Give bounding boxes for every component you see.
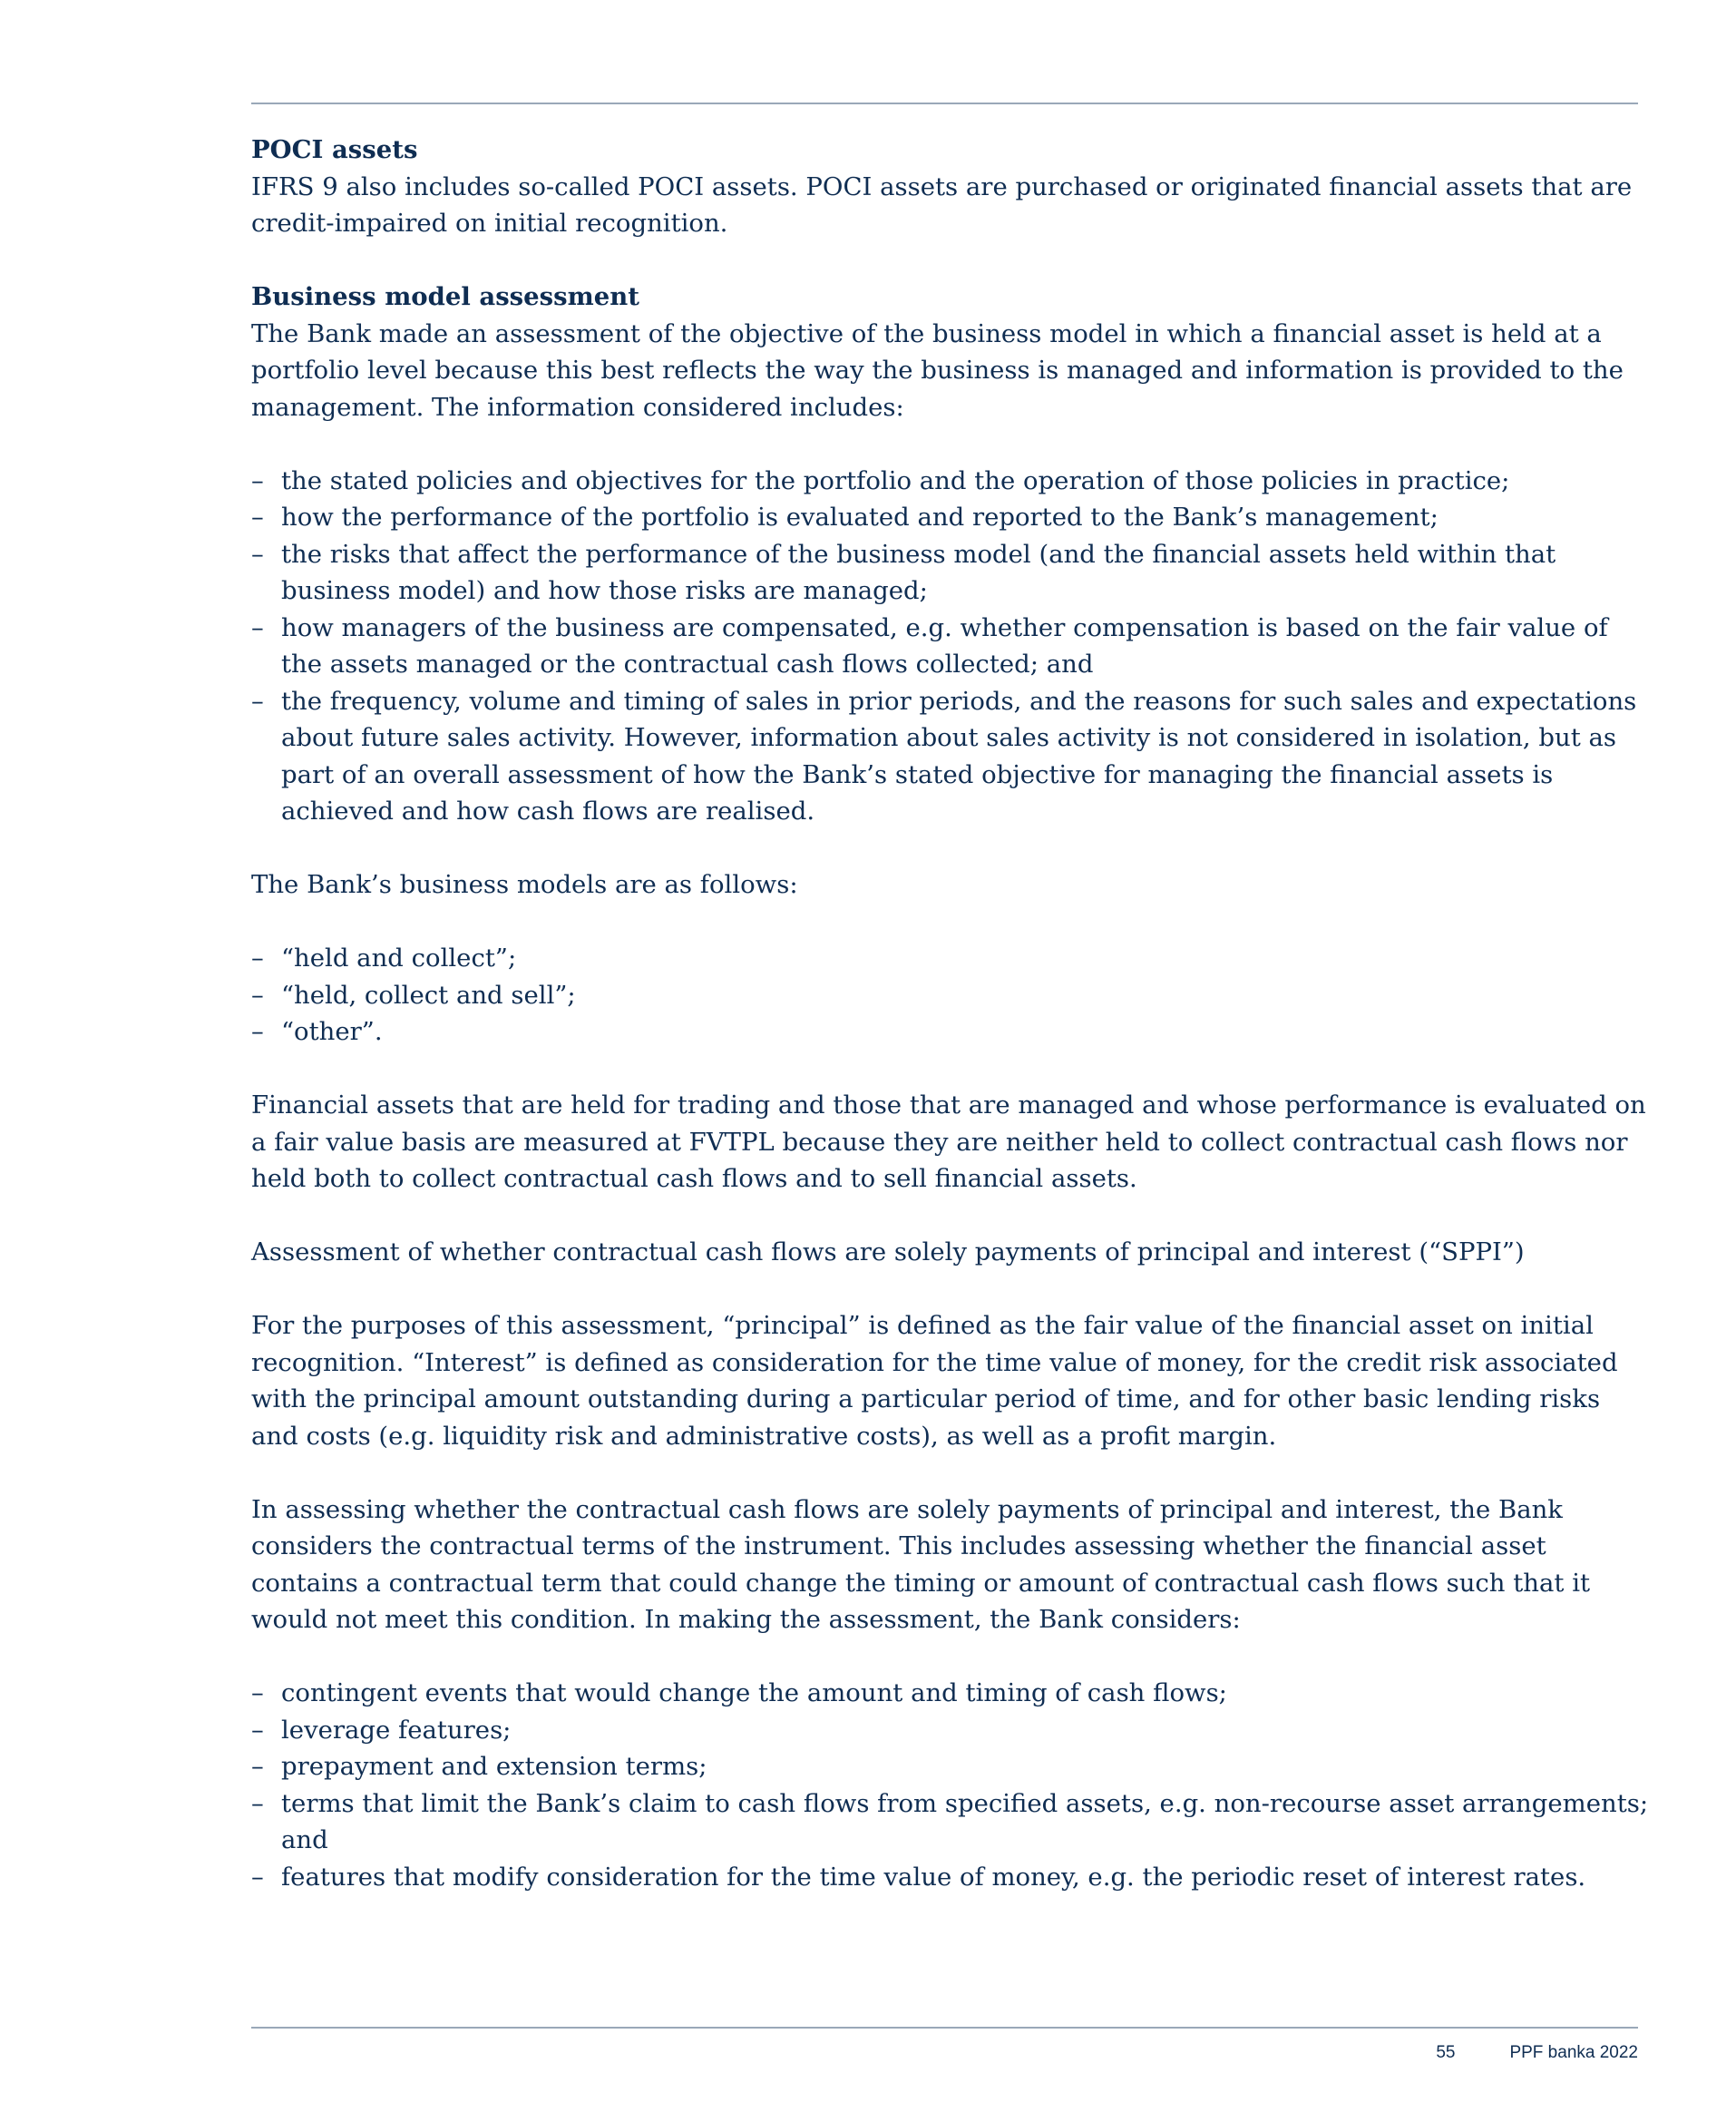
- list-item: – how managers of the business are compensated, e.g. whether compensation is based on the fair value of the assets managed or the contractual cash flows collected; and: [251, 610, 1653, 683]
- list-item: – the risks that affect the performance of the business model (and the financial assets held within that business model) and how those risks are managed;: [251, 536, 1653, 610]
- business-models-list: [251, 940, 1653, 1051]
- business-model-intro: The Bank made an assessment of the objective of the business model in which a financial asset is held at a portfolio level because this best reflects the way the business is managed and information is provided to the management. The information considered includes:: [251, 318, 1624, 422]
- page-content: [251, 132, 1653, 1895]
- sppi-assessing-paragraph: In assessing whether the contractual cash flows are solely payments of principal and interest, the Bank considers the contractual terms of the instrument. This includes assessing whether the financial asset contains a contractual term that could change the timing or amount of contractual cash flows such that it would not meet this condition. In making the assessment, the Bank considers:: [251, 1494, 1591, 1634]
- poci-paragraph: IFRS 9 also includes so-called POCI assets. POCI assets are purchased or originated financial assets that are credit-impaired on initial recognition.: [251, 171, 1633, 238]
- page-number: 55: [1436, 2043, 1456, 2062]
- report-title: PPF banka 2022: [1509, 2043, 1638, 2062]
- poci-heading: POCI assets: [251, 135, 418, 164]
- sppi-considerations-list: [251, 1675, 1653, 1895]
- list-item: – the frequency, volume and timing of sales in prior periods, and the reasons for such sales and expectations about future sales activity. However, information about sales activity is not considered in isolation, but as part of an overall assessment of how the Bank’s stated objective for managing the financial assets is achieved and how cash flows are realised.: [251, 683, 1653, 830]
- list-item: – contingent events that would change the amount and timing of cash flows;: [251, 1675, 1653, 1712]
- list-item: – features that modify consideration for the time value of money, e.g. the periodic reset of interest rates.: [251, 1859, 1653, 1896]
- fvtpl-paragraph: Financial assets that are held for trading and those that are managed and whose performance is evaluated on a fair value basis are measured at FVTPL because they are neither held to collect contractual cash flows nor held both to collect contractual cash flows and to sell financial assets.: [251, 1090, 1646, 1193]
- sppi-heading: Assessment of whether contractual cash flows are solely payments of principal and interest (“SPPI”): [251, 1237, 1525, 1266]
- business-model-heading: Business model assessment: [251, 282, 639, 311]
- list-item: – the stated policies and objectives for the portfolio and the operation of those policies in practice;: [251, 463, 1653, 500]
- page-footer: [1436, 2043, 1638, 2063]
- list-item: – “held, collect and sell”;: [251, 977, 1653, 1014]
- sppi-definition-paragraph: For the purposes of this assessment, “principal” is defined as the fair value of the financial asset on initial recognition. “Interest” is defined as consideration for the time value of money, for the credit risk associated with the principal amount outstanding during a particular period of time, and for other basic lending risks and costs (e.g. liquidity risk and administrative costs), as well as a profit margin.: [251, 1311, 1618, 1451]
- list-item: – prepayment and extension terms;: [251, 1748, 1653, 1785]
- bottom-divider: [251, 2027, 1638, 2029]
- business-model-criteria-list: [251, 463, 1653, 830]
- list-item: – “held and collect”;: [251, 940, 1653, 977]
- business-models-intro: The Bank’s business models are as follows:: [251, 870, 798, 899]
- list-item: – terms that limit the Bank’s claim to cash flows from specified assets, e.g. non-recourse asset arrangements; and: [251, 1785, 1653, 1859]
- list-item: – leverage features;: [251, 1712, 1653, 1749]
- top-divider: [251, 103, 1638, 104]
- list-item: – how the performance of the portfolio is evaluated and reported to the Bank’s management;: [251, 499, 1653, 536]
- list-item: – “other”.: [251, 1013, 1653, 1051]
